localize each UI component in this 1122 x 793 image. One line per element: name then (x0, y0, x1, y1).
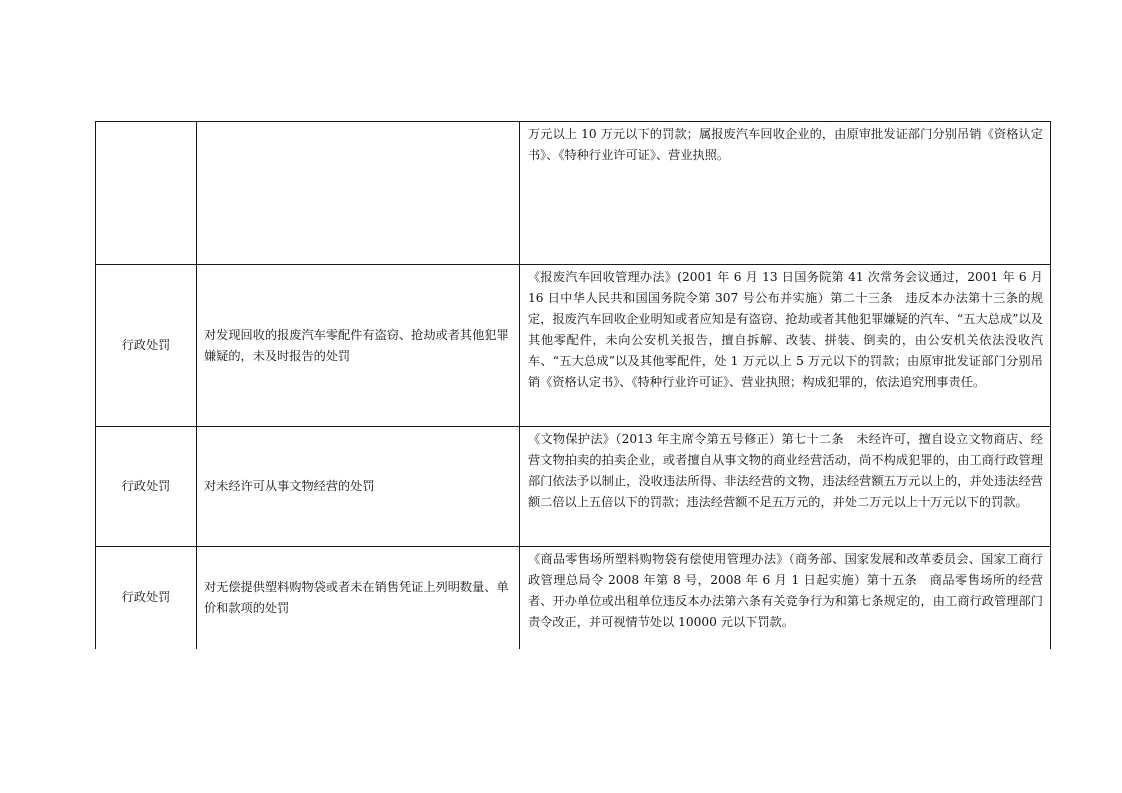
legal-basis-cell: 《报废汽车回收管理办法》(2001 年 6 月 13 日国务院第 41 次常务会议通过，2001 年 6 月 16 日中华人民共和国国务院令第 307 号公布并实施）第二十三条 违反本办法第十三条的规定，报废汽车回收企业明知或者应知是有盗窃、抢劫或者其他犯罪嫌疑的汽车、“五大总成”以及其他零配件，未向公安机关报告，擅自拆解、改装、拼装、倒卖的，由公安机关依法没收汽车、“五大总成”以及其他零配件，处 1 万元以上 5 万元以下的罚款；由原审批发证部门分别吊销《资格认定书》、《特种行业许可证》、营业执照；构成犯罪的，依法追究刑事责任。 (520, 265, 1051, 427)
penalty-type-cell (96, 122, 197, 265)
table-row (96, 122, 1051, 265)
penalty-table (95, 121, 1051, 649)
penalty-item-cell: 对无偿提供塑料购物袋或者未在销售凭证上列明数量、单价和款项的处罚 (197, 547, 520, 649)
penalty-type-cell: 行政处罚 (96, 265, 197, 427)
penalty-type-cell: 行政处罚 (96, 427, 197, 547)
penalty-type-cell: 行政处罚 (96, 547, 197, 649)
penalty-item-cell: 对未经许可从事文物经营的处罚 (197, 427, 520, 547)
penalty-item-cell: 对发现回收的报废汽车零配件有盗窃、抢劫或者其他犯罪嫌疑的，未及时报告的处罚 (197, 265, 520, 427)
table-row (96, 265, 1051, 427)
penalty-item-cell (197, 122, 520, 265)
legal-basis-cell: 《商品零售场所塑料购物袋有偿使用管理办法》（商务部、国家发展和改革委员会、国家工商行政管理总局令 2008 年第 8 号，2008 年 6 月 1 日起实施）第十五条 商品零售场所的经营者、开办单位或出租单位违反本办法第六条有关竞争行为和第七条规定的，由工商行政管理部门责令改正，并可视情节处以 10000 元以下罚款。 (520, 547, 1051, 649)
legal-basis-cell: 万元以上 10 万元以下的罚款；属报废汽车回收企业的，由原审批发证部门分别吊销《资格认定书》、《特种行业许可证》、营业执照。 (520, 122, 1051, 265)
table-row (96, 427, 1051, 547)
legal-basis-cell: 《文物保护法》（2013 年主席令第五号修正）第七十二条 未经许可，擅自设立文物商店、经营文物拍卖的拍卖企业，或者擅自从事文物的商业经营活动，尚不构成犯罪的，由工商行政管理部门依法予以制止，没收违法所得、非法经营的文物，违法经营额五万元以上的，并处违法经营额二倍以上五倍以下的罚款；违法经营额不足五万元的，并处二万元以上十万元以下的罚款。 (520, 427, 1051, 547)
table-row (96, 547, 1051, 649)
